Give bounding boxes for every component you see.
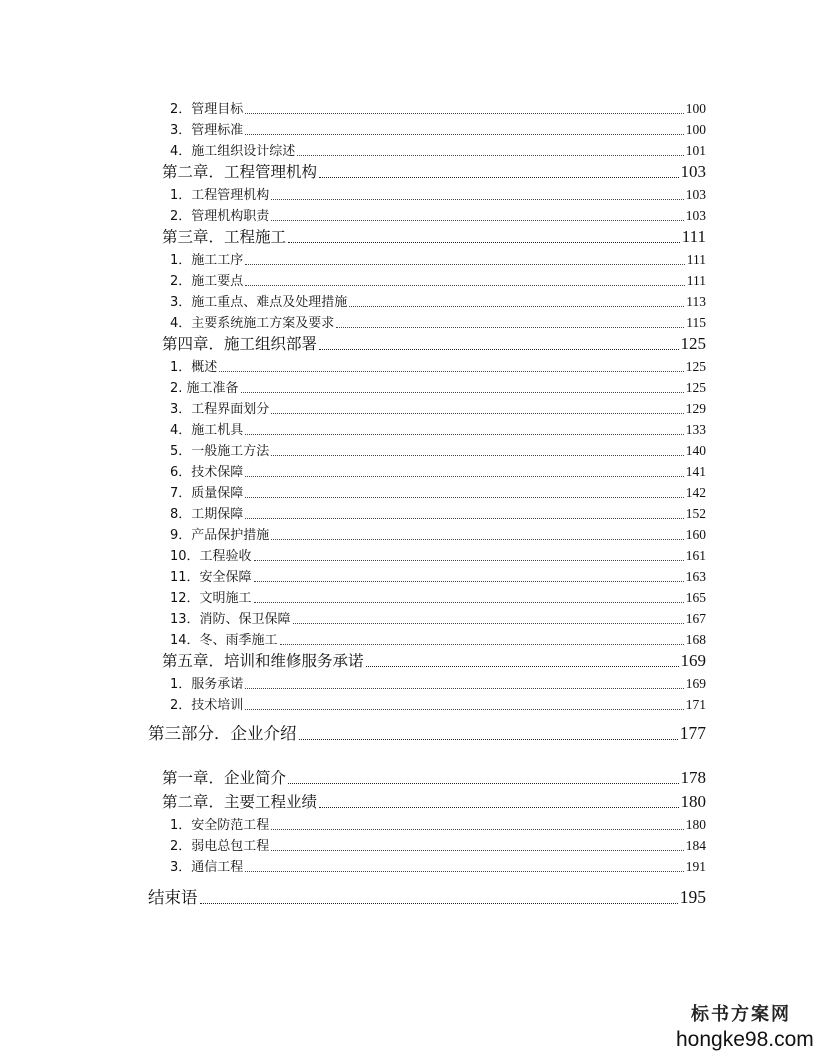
dot-leader	[254, 560, 684, 561]
toc-entry-page: 167	[685, 611, 706, 626]
dot-leader	[245, 709, 683, 710]
toc-entry[interactable]	[170, 204, 706, 224]
toc-entry[interactable]	[170, 607, 706, 627]
toc-entry-label: 2．技术培训	[170, 698, 244, 713]
toc-entry[interactable]	[170, 586, 706, 606]
toc-entry-label: 1．安全防范工程	[170, 818, 270, 833]
toc-entry-label: 1．服务承诺	[170, 677, 244, 692]
toc-entry[interactable]	[170, 834, 706, 854]
toc-entry[interactable]	[170, 544, 706, 564]
watermark-cn-text: 标书方案网	[691, 1004, 791, 1025]
dot-leader	[288, 242, 680, 243]
toc-entry-label: 5．一般施工方法	[170, 444, 270, 459]
toc-entry[interactable]	[170, 290, 706, 310]
toc-part-entry[interactable]	[148, 884, 706, 908]
toc-entry-page: 161	[685, 548, 706, 563]
toc-entry-label: 13．消防、保卫保障	[170, 612, 291, 627]
toc-entry-page: 103	[685, 187, 706, 202]
dot-leader	[245, 285, 684, 286]
toc-entry-label: 2．管理机构职责	[170, 209, 270, 224]
toc-chapter-entry[interactable]	[162, 790, 706, 812]
toc-entry[interactable]	[170, 672, 706, 692]
dot-leader	[271, 413, 683, 414]
toc-entry-label: 第三部分．企业介绍	[148, 724, 297, 743]
dot-leader	[319, 349, 678, 350]
dot-leader	[293, 623, 684, 624]
toc-entry-page: 103	[680, 162, 706, 181]
toc-entry-label: 2．施工要点	[170, 274, 244, 289]
toc-entry-page: 160	[685, 527, 706, 542]
toc-entry-label: 4．施工机具	[170, 423, 244, 438]
toc-entry-page: 140	[685, 443, 706, 458]
dot-leader	[245, 476, 683, 477]
toc-entry-page: 113	[686, 294, 706, 309]
dot-leader	[245, 264, 684, 265]
toc-chapter-entry[interactable]	[162, 225, 706, 247]
dot-leader	[280, 644, 684, 645]
dot-leader	[245, 518, 683, 519]
toc-entry-label: 4．主要系统施工方案及要求	[170, 316, 335, 331]
toc-entry[interactable]	[170, 439, 706, 459]
toc-entry-page: 171	[685, 697, 706, 712]
toc-entry-label: 1．概述	[170, 360, 218, 375]
toc-entry-page: 125	[685, 359, 706, 374]
toc-entry-page: 111	[686, 273, 706, 288]
toc-entry-label: 7．质量保障	[170, 486, 244, 501]
toc-entry[interactable]	[170, 693, 706, 713]
toc-entry-page: 163	[685, 569, 706, 584]
toc-entry-page: 195	[679, 887, 706, 907]
toc-entry-page: 103	[685, 208, 706, 223]
dot-leader	[200, 903, 678, 904]
toc-entry-page: 165	[685, 590, 706, 605]
toc-entry[interactable]	[170, 502, 706, 522]
toc-entry[interactable]	[170, 418, 706, 438]
toc-entry-page: 191	[685, 859, 706, 874]
toc-entry-page: 111	[681, 227, 706, 246]
dot-leader	[245, 434, 683, 435]
toc-entry[interactable]	[170, 311, 706, 331]
dot-leader	[219, 371, 683, 372]
toc-entry-page: 180	[680, 792, 706, 811]
toc-entry-label: 14．冬、雨季施工	[170, 633, 278, 648]
dot-leader	[245, 871, 683, 872]
toc-entry-label: 3．管理标准	[170, 123, 244, 138]
watermark-logo	[676, 1000, 814, 1052]
toc-entry[interactable]	[170, 565, 706, 585]
toc-entry-label: 6．技术保障	[170, 465, 244, 480]
watermark-url-text: hongke98.com	[676, 1028, 814, 1051]
toc-entry-label: 3．施工重点、难点及处理措施	[170, 295, 348, 310]
dot-leader	[254, 602, 684, 603]
toc-chapter-entry[interactable]	[162, 649, 706, 671]
dot-leader	[271, 850, 683, 851]
toc-entry-label: 第二章．主要工程业绩	[162, 793, 318, 811]
toc-entry[interactable]	[170, 139, 706, 159]
toc-entry-label: 3．通信工程	[170, 860, 244, 875]
toc-entry-page: 100	[685, 101, 706, 116]
toc-entry-page: 133	[685, 422, 706, 437]
toc-entry[interactable]	[170, 481, 706, 501]
dot-leader	[271, 829, 683, 830]
dot-leader	[245, 497, 683, 498]
toc-entry-page: 184	[685, 838, 706, 853]
toc-entry-page: 169	[685, 676, 706, 691]
toc-entry[interactable]	[170, 628, 706, 648]
toc-entry[interactable]	[170, 248, 706, 268]
dot-leader	[297, 155, 683, 156]
toc-entry-page: 111	[686, 252, 706, 267]
toc-entry-label: 结束语	[148, 888, 198, 907]
toc-entry-page: 168	[685, 632, 706, 647]
toc-entry-page: 169	[680, 651, 706, 670]
toc-entry-label: 2．管理目标	[170, 102, 244, 117]
toc-entry[interactable]	[170, 97, 706, 117]
toc-entry-label: 12．文明施工	[170, 591, 252, 606]
toc-entry-label: 1．工程管理机构	[170, 188, 270, 203]
dot-leader	[271, 539, 683, 540]
dot-leader	[245, 134, 683, 135]
toc-entry[interactable]	[170, 523, 706, 543]
toc-entry-label: 4．施工组织设计综述	[170, 144, 296, 159]
toc-entry[interactable]	[170, 376, 706, 396]
toc-entry-page: 115	[686, 315, 706, 330]
toc-entry[interactable]	[170, 118, 706, 138]
toc-entry[interactable]	[170, 355, 706, 375]
toc-entry-label: 2. 施工准备	[170, 381, 239, 396]
toc-chapter-entry[interactable]	[162, 160, 706, 182]
toc-entry[interactable]	[170, 397, 706, 417]
toc-entry-page: 142	[685, 485, 706, 500]
toc-entry-label: 11．安全保障	[170, 570, 252, 585]
dot-leader	[271, 220, 683, 221]
toc-chapter-entry[interactable]	[162, 766, 706, 788]
dot-leader	[299, 739, 678, 740]
toc-entry-page: 141	[685, 464, 706, 479]
dot-leader	[349, 306, 684, 307]
dot-leader	[336, 327, 684, 328]
toc-entry[interactable]	[170, 460, 706, 480]
toc-entry-page: 100	[685, 122, 706, 137]
toc-entry-page: 101	[685, 143, 706, 158]
toc-entry-page: 152	[685, 506, 706, 521]
toc-entry-page: 129	[685, 401, 706, 416]
toc-entry-page: 125	[680, 334, 706, 353]
toc-entry[interactable]	[170, 269, 706, 289]
toc-entry-label: 8．工期保障	[170, 507, 244, 522]
dot-leader	[288, 783, 678, 784]
toc-entry-label: 3．工程界面划分	[170, 402, 270, 417]
dot-leader	[319, 807, 678, 808]
toc-entry-label: 10．工程验收	[170, 549, 252, 564]
dot-leader	[319, 177, 678, 178]
dot-leader	[271, 199, 683, 200]
toc-entry-label: 第三章．工程施工	[162, 228, 287, 246]
toc-part-entry[interactable]	[148, 720, 706, 744]
toc-entry-page: 125	[685, 380, 706, 395]
dot-leader	[271, 455, 683, 456]
toc-entry-page: 178	[680, 768, 706, 787]
toc-entry-label: 第四章．施工组织部署	[162, 335, 318, 353]
toc-entry-label: 第五章．培训和维修服务承诺	[162, 652, 364, 670]
toc-chapter-entry[interactable]	[162, 332, 706, 354]
dot-leader	[245, 113, 683, 114]
toc-entry[interactable]	[170, 813, 706, 833]
dot-leader	[366, 666, 679, 667]
toc-entry-label: 9．产品保护措施	[170, 528, 270, 543]
toc-entry-page: 177	[679, 723, 706, 743]
dot-leader	[254, 581, 684, 582]
dot-leader	[241, 392, 684, 393]
toc-entry-label: 第一章．企业简介	[162, 769, 287, 787]
toc-entry-label: 第二章．工程管理机构	[162, 163, 318, 181]
toc-entry-label: 2．弱电总包工程	[170, 839, 270, 854]
dot-leader	[245, 688, 683, 689]
toc-entry[interactable]	[170, 183, 706, 203]
toc-entry[interactable]	[170, 855, 706, 875]
toc-entry-page: 180	[685, 817, 706, 832]
toc-entry-label: 1．施工工序	[170, 253, 244, 268]
